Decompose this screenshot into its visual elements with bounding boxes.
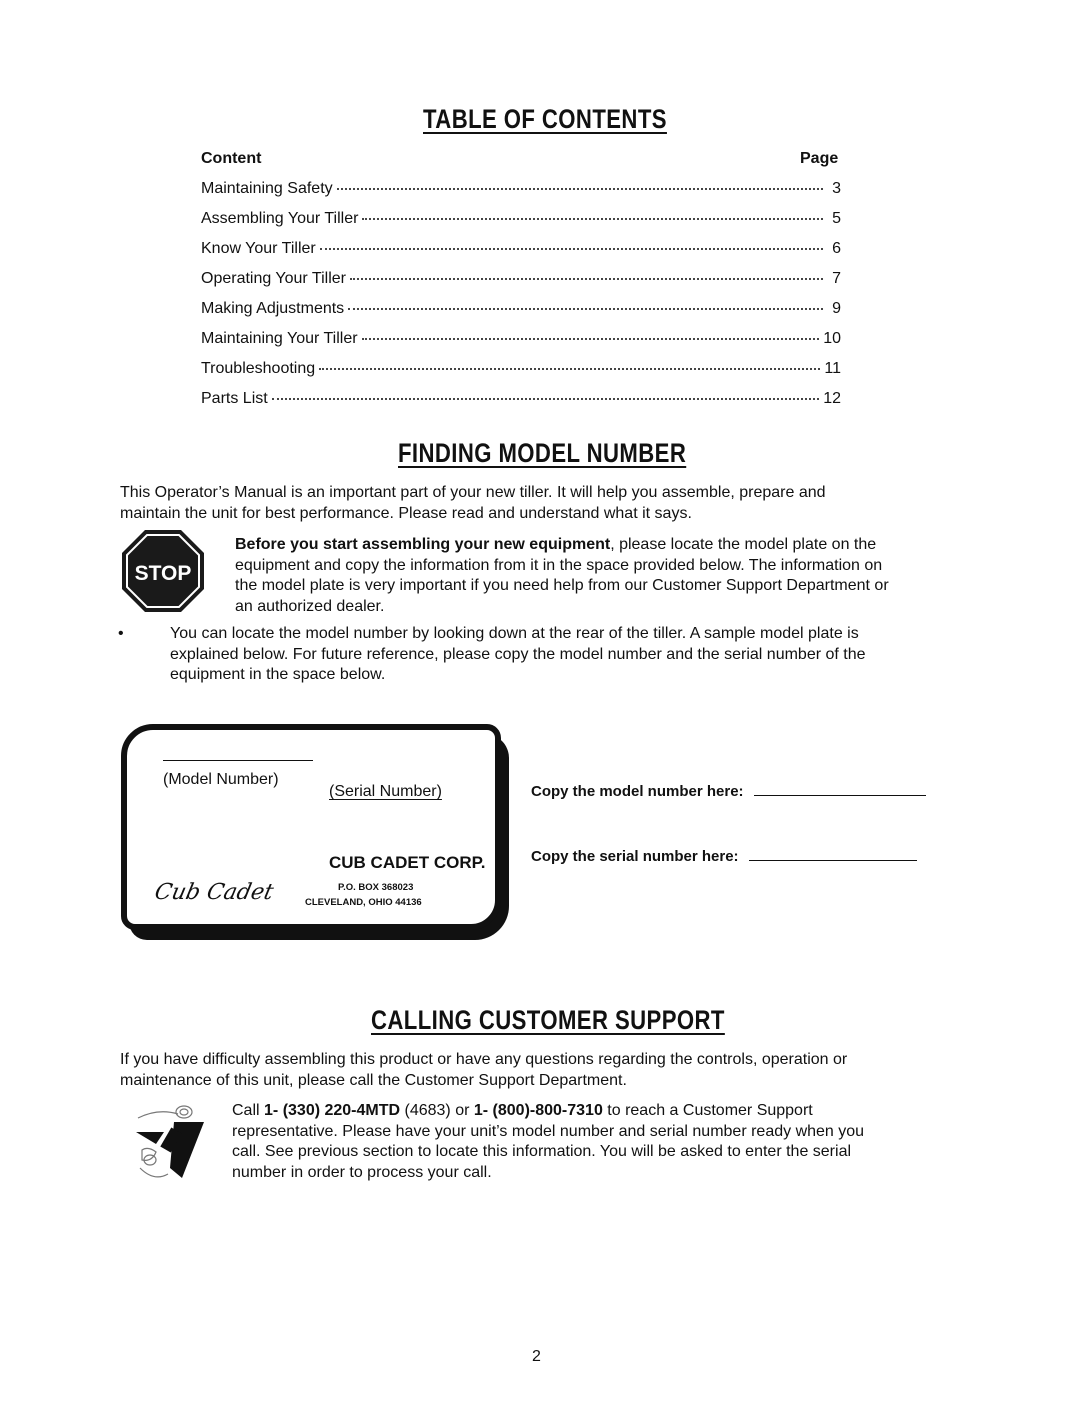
toc-content-header: Content	[201, 150, 262, 167]
toc-leader	[350, 278, 823, 280]
stop-paragraph	[235, 535, 889, 617]
toc-leader	[272, 398, 820, 400]
finding-title: FINDING MODEL NUMBER	[398, 438, 687, 468]
bullet-paragraph	[170, 624, 866, 686]
toc-entry	[201, 270, 841, 288]
city-address: CLEVELAND, OHIO 44136	[305, 897, 422, 908]
finding-intro-line: maintain the unit for best performance. Please read and understand what it says.	[120, 504, 692, 522]
copy-serial-input-line[interactable]	[749, 859, 917, 861]
support-line	[232, 1101, 864, 1122]
support-line: representative. Please have your unit’s model number and serial number ready when you	[232, 1122, 865, 1140]
toc-entry	[201, 330, 841, 348]
toc-entry	[201, 390, 841, 408]
stop-line	[235, 535, 889, 556]
stop-line: an authorized dealer.	[235, 597, 385, 615]
toc-leader	[362, 218, 823, 220]
stop-bold: Before you start assembling your new equipment	[235, 536, 611, 553]
toc-entry	[201, 360, 841, 378]
copy-model-label: Copy the model number here:	[531, 783, 744, 800]
cub-cadet-logo: Cub Cadet	[152, 880, 276, 905]
bullet-marker: •	[118, 625, 124, 642]
stop-line-text: , please locate the model plate on the	[610, 536, 877, 553]
toc-page-header: Page	[800, 150, 839, 167]
model-plate	[121, 724, 501, 930]
toc-entry-title: Maintaining Your Tiller	[201, 330, 358, 347]
toc-entry-title: Assembling Your Tiller	[201, 210, 359, 227]
toc-entry-title: Operating Your Tiller	[201, 270, 346, 287]
toc-entry-page: 6	[832, 240, 841, 257]
support-intro-line: maintenance of this unit, please call the Customer Support Department.	[120, 1071, 627, 1089]
serial-number-label: (Serial Number)	[329, 783, 442, 800]
copy-model-input-line[interactable]	[754, 794, 926, 796]
support-phone-1-rest: (4683) or	[400, 1102, 474, 1119]
po-box: P.O. BOX 368023	[338, 882, 414, 893]
support-paragraph	[232, 1101, 864, 1183]
bullet-line: equipment in the space below.	[170, 666, 386, 683]
toc-entry-title: Maintaining Safety	[201, 180, 333, 197]
toc-leader	[337, 188, 823, 190]
stop-line: equipment and copy the information from it in the space provided below. The information on	[235, 556, 883, 574]
support-line: number in order to process your call.	[232, 1163, 492, 1181]
support-call-prefix: Call	[232, 1102, 265, 1119]
finding-intro-line: This Operator’s Manual is an important part of your new tiller. It will help you assemble, prepare and	[120, 484, 826, 501]
toc-leader	[320, 248, 823, 250]
toc-entry-page: 9	[832, 300, 841, 317]
support-phone-1: 1- (330) 220-4MTD	[264, 1102, 401, 1119]
copy-serial-label: Copy the serial number here:	[531, 848, 739, 865]
stop-sign-icon	[120, 528, 206, 614]
page-number: 2	[532, 1348, 541, 1365]
toc-leader	[319, 368, 820, 370]
model-number-label: (Model Number)	[163, 771, 279, 788]
toc-entry	[201, 240, 841, 258]
toc-entry-title: Parts List	[201, 390, 268, 407]
bullet-line: You can locate the model number by looking down at the rear of the tiller. A sample model plate is	[170, 625, 859, 642]
toc-entry-page: 3	[832, 180, 841, 197]
support-phone-2: 1- (800)-800-7310	[473, 1102, 603, 1119]
toc-entry-title: Know Your Tiller	[201, 240, 316, 257]
toc-title: TABLE OF CONTENTS	[423, 104, 667, 134]
toc-entry-page: 12	[823, 390, 841, 407]
toc-leader	[348, 308, 823, 310]
support-line: call. See previous section to locate this information. You will be asked to enter the serial	[232, 1143, 852, 1160]
toc-entry-title: Troubleshooting	[201, 360, 316, 377]
toc-entry-page: 10	[823, 330, 841, 347]
toc-entry-page: 11	[824, 360, 841, 377]
toc-leader	[362, 338, 820, 340]
finding-intro	[120, 483, 826, 524]
model-number-rule	[163, 760, 313, 761]
stop-sign-label: STOP	[134, 562, 192, 585]
toc-entry	[201, 180, 841, 198]
bullet-line: explained below. For future reference, please copy the model number and the serial number of the	[170, 645, 866, 663]
support-intro-line: If you have difficulty assembling this product or have any questions regarding the controls, operation or	[120, 1051, 848, 1068]
company-name: CUB CADET CORP.	[329, 853, 486, 872]
telephone-icon	[134, 1098, 208, 1192]
toc-entry-page: 5	[832, 210, 841, 227]
support-title: CALLING CUSTOMER SUPPORT	[371, 1005, 725, 1035]
support-call-suffix: to reach a Customer Support	[602, 1102, 813, 1119]
toc-entry-page: 7	[832, 270, 841, 287]
toc-entry-title: Making Adjustments	[201, 300, 345, 317]
toc-entry	[201, 210, 841, 228]
support-intro	[120, 1050, 847, 1091]
stop-line: the model plate is very important if you need help from our Customer Support Department or	[235, 577, 889, 594]
toc-entry	[201, 300, 841, 318]
copy-serial-field	[531, 848, 917, 865]
copy-model-field	[531, 783, 926, 800]
